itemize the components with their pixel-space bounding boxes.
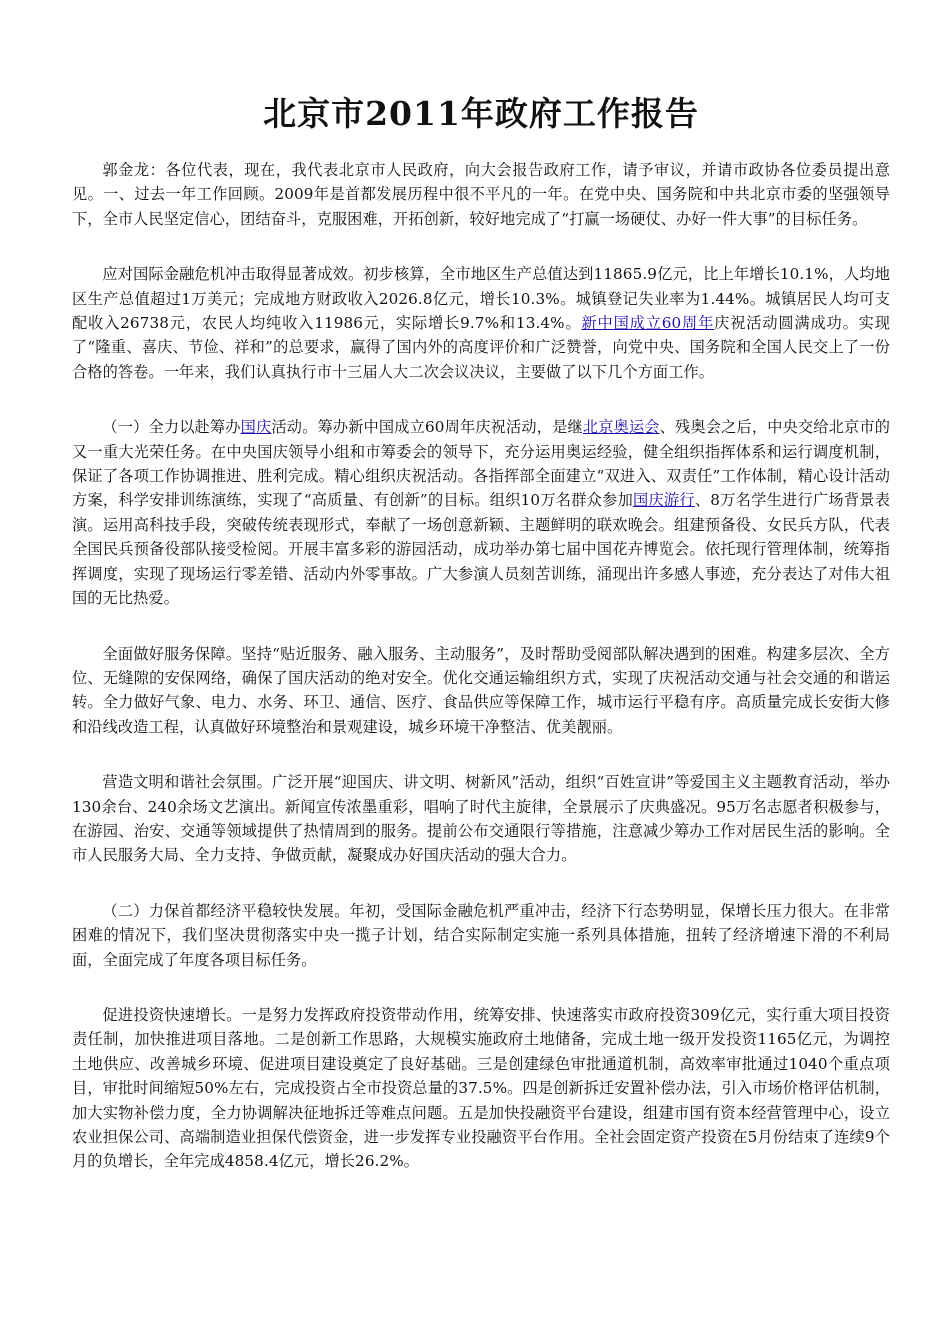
paragraph-text: 应对国际金融危机冲击取得显著成效。初步核算，全市地区生产总值达到11865.9亿元，比上年增长10.1%，人均地区生产总值超过1万美元；完成地方财政收入2026.8亿元，增长10.3%。城镇登记失业率为1.44%。城镇居民人均可支配收入26738元，农民人均纯收入11986元，实际增长9.7%和13.4%。: [72, 265, 890, 333]
paragraph-text: 活动。筹办新中国成立60周年庆祝活动，是继: [271, 418, 583, 437]
inline-link[interactable]: 国庆: [240, 418, 272, 437]
inline-link[interactable]: 国庆游行: [633, 491, 695, 510]
document-body: [72, 158, 890, 1174]
body-paragraph: [72, 158, 890, 231]
paragraph-spacer: [72, 231, 890, 262]
paragraph-text: 促进投资快速增长。一是努力发挥政府投资带动作用，统筹安排、快速落实市政府投资309亿元，实行重大项目投资责任制，加快推进项目落地。二是创新工作思路，大规模实施政府土地储备，完成土地一级开发投资1165亿元，为调控土地供应、改善城乡环境、促进项目建设奠定了良好基础。三是创建绿色审批通道机制，高效率审批通过1040个重点项目，审批时间缩短50%左右，完成投资占全市投资总量的37.5%。四是创新拆迁安置补偿办法，引入市场价格评估机制，加大实物补偿力度，全力协调解决征地拆迁等难点问题。五是加快投融资平台建设，组建市国有资本经营管理中心，设立农业担保公司、高端制造业担保代偿资金，进一步发挥专业投融资平台作用。全社会固定资产投资在5月份结束了连续9个月的负增长，全年完成4858.4亿元，增长26.2%。: [72, 1005, 890, 1171]
body-paragraph: [72, 770, 890, 868]
paragraph-text: 、8万名学生进行广场背景表演。运用高科技手段，突破传统表现形式，奉献了一场创意新颖、主题鲜明的联欢晚会。组建预备役、女民兵方队，代表全国民兵预备役部队接受检阅。开展丰富多彩的游园活动，成功举办第七届中国花卉博览会。依托现行管理体制，统筹指挥调度，实现了现场运行零差错、活动内外零事故。广大参演人员刻苦训练，涌现出许多感人事迹，充分表达了对伟大祖国的无比热爱。: [72, 491, 891, 608]
inline-link[interactable]: 北京奥运会: [582, 418, 660, 437]
paragraph-text: （二）力保首都经济平稳较快发展。年初，受国际金融危机严重冲击，经济下行态势明显，保增长压力很大。在非常困难的情况下，我们坚决贯彻落实中央一揽子计划，结合实际制定实施一系列具体措施，扭转了经济增速下滑的不利局面，全面完成了年度各项目标任务。: [72, 901, 890, 969]
body-paragraph: [72, 415, 890, 610]
paragraph-text: 营造文明和谐社会氛围。广泛开展“迎国庆、讲文明、树新风”活动，组织“百姓宣讲”等爱国主义主题教育活动，举办130余台、240余场文艺演出。新闻宣传浓墨重彩，唱响了时代主旋律，全景展示了庆典盛况。95万名志愿者积极参与，在游园、治安、交通等领域提供了热情周到的服务。提前公布交通限行等措施，注意减少筹办工作对居民生活的影响。全市人民服务大局、全力支持、争做贡献，凝聚成办好国庆活动的强大合力。: [72, 773, 890, 865]
body-paragraph: [72, 642, 890, 740]
paragraph-text: （一）全力以赴筹办: [102, 418, 241, 437]
paragraph-text: 全面做好服务保障。坚持“贴近服务、融入服务、主动服务”，及时帮助受阅部队解决遇到的困难。构建多层次、全方位、无缝隙的安保网络，确保了国庆活动的绝对安全。优化交通运输组织方式，实现了庆祝活动交通与社会交通的和谐运转。全力做好气象、电力、水务、环卫、通信、医疗、食品供应等保障工作，城市运行平稳有序。高质量完成长安街大修和沿线改造工程，认真做好环境整治和景观建设，城乡环境干净整洁、优美靓丽。: [72, 644, 890, 736]
paragraph-spacer: [72, 739, 890, 770]
paragraph-text: 庆祝活动圆满成功。实现了“隆重、喜庆、节俭、祥和”的总要求，赢得了国内外的高度评价和广泛赞誉，向党中央、国务院和全国人民交上了一份合格的答卷。一年来，我们认真执行市十三届人大二次会议决议，主要做了以下几个方面工作。: [72, 314, 890, 381]
document-page: [72, 0, 890, 1174]
document-title: 北京市2011年政府工作报告: [263, 94, 699, 133]
inline-link[interactable]: 新中国成立60周年: [581, 314, 715, 333]
paragraph-spacer: [72, 384, 890, 415]
body-paragraph: [72, 1003, 890, 1174]
body-paragraph: [72, 899, 890, 972]
paragraph-spacer: [72, 868, 890, 899]
paragraph-spacer: [72, 972, 890, 1003]
body-paragraph: [72, 262, 890, 384]
paragraph-spacer: [72, 611, 890, 642]
paragraph-text: 、残奥会之后，中央交给北京市的又一重大光荣任务。在中央国庆领导小组和市筹委会的领导下，充分运用奥运经验，健全组织指挥体系和运行调度机制，保证了各项工作协调推进、胜利完成。精心组织庆祝活动。各指挥部全面建立“双进入、双责任”工作体制，精心设计活动方案，科学安排训练演练，实现了“高质量、有创新”的目标。组织10万名群众参加: [72, 418, 891, 510]
paragraph-text: 郭金龙：各位代表，现在，我代表北京市人民政府，向大会报告政府工作，请予审议，并请市政协各位委员提出意见。一、过去一年工作回顾。2009年是首都发展历程中很不平凡的一年。在党中央、国务院和中共北京市委的坚强领导下，全市人民坚定信心，团结奋斗，克服困难，开拓创新，较好地完成了“打赢一场硬仗、办好一件大事”的目标任务。: [72, 161, 890, 228]
